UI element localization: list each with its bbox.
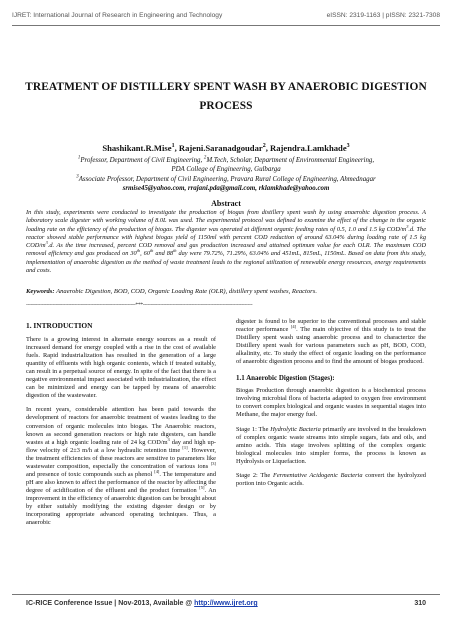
intro-text: . However, the treatment efficiencies of these reactors are sensitive to parameters like wastewater composition, especially the concentration of various ions <box>26 446 216 470</box>
abstract-body <box>26 209 426 275</box>
abstract-text: day were 79.72%, 71.29%, 63.04% and 451mL, 815mL, 1150mL. Based on data from this study, implementation of anaerobic digestion as the method of waste treatment leads to the regional utilization of renewable energy resources, energy requirements and costs. <box>26 250 427 275</box>
abstract-text: .d. As the time increased, percent COD removal and gas production increased and attained optimum value for each OLR. The maximum COD removal efficiency and gas produced on 30 <box>26 242 426 258</box>
author-line <box>10 143 442 153</box>
author-1-sup: 1 <box>171 143 175 150</box>
abstract-sup: 3 <box>45 240 48 246</box>
intro-text: day and high up-flow velocity of 2±3 m/h at a low hydraulic retention time <box>26 438 216 454</box>
affil-text: Associate Professor, Department of Civil Engineering, Pravara Rural College of Engineering, Ahmednagar <box>78 175 376 183</box>
subsection-heading: 1.1 Anaerobic Digestion (Stages): <box>236 374 335 383</box>
keywords-text: Anaerobic Digestion, BOD, COD, Organic Loading Rate (OLR), distillery spent washes, Reactors. <box>54 288 317 295</box>
paper-title: TREATMENT OF DISTILLERY SPENT WASH BY ANAEROBIC DIGESTION PROCESS <box>25 81 427 112</box>
header-rule <box>12 25 440 26</box>
affiliation-line-2: PDA College of Engineering, Gulbarga <box>171 166 281 174</box>
citation: [5] <box>199 484 205 490</box>
stage-text: convert the hydrolyzed portion into Organic acids. <box>236 471 426 487</box>
abstract-sup: 3 <box>406 223 409 229</box>
issn: eISSN: 2319-1163 | pISSN: 2321-7308 <box>326 12 440 19</box>
stage-label: Stage 1: The <box>236 425 271 433</box>
intro-text: . The main objective of this study is to treat the Distillery spent wash using anaerobic process and to characterize the Distillery spent wash for various parameters such as pH, BOD, COD, alkalinity, etc. To study the effect of organic loading on the performance of anaerobic digestion process and to find the amount of biogas produced. <box>236 326 426 366</box>
intro-paragraph-2 <box>26 406 216 527</box>
intro-heading: 1. INTRODUCTION <box>26 321 93 330</box>
citation: [4] <box>290 323 297 329</box>
abstract-text: In this study, experiments were conducted to investigate the production of biogas from distillery spent wash by using anaerobic digestion process. A laboratory scale digester with working volume of 8.0L was used. The experimental protocol was defined to examine the effect of the change in the organic loading rate on the efficiency of the production of biogas. The digester was operated at different organic feeding rates of 0.5, 1.0 and 1.5 kg COD/m <box>26 209 426 233</box>
author-emails: srmise45@yahoo.com, rrajani.pda@gmail.com, rklamkhade@yahoo.com <box>122 184 330 192</box>
citation: [3] <box>210 460 216 466</box>
affil-text: M.Tech, Scholar, Department of Environmental Engineering, <box>206 157 375 164</box>
affil-sup: 1 <box>77 155 81 161</box>
stage-text: primarily are involved in the breakdown of complex organic waste streams into simple sugars, fats and oils, and amino acids. This stage involves splitting of the complex organic biological molecules into simpler forms, the process is known as Hydrolysis or Liquefaction. <box>236 425 426 465</box>
abstract-text: , 60 <box>140 250 150 258</box>
stage-bacteria: Hydrolytic Bacteria <box>270 425 321 433</box>
page-number: 310 <box>414 600 426 607</box>
stages-paragraph: Biogas Production through anaerobic digestion is a biochemical process involving microbial flora of bacteria adapted to oxygen free environment to convert complex biological and organic wastes in sequential stages into Methane, the major energy fuel. <box>236 387 426 419</box>
stage-label: Stage 2: The <box>236 471 273 479</box>
abstract-text: .d. The reactor showed stable performance with highest biogas yield of 1150ml with percent COD reduction of around 63.04% during loading rate of 1.5 kg COD/m <box>26 225 426 250</box>
intro-text: . The temperature and pH are also known to affect the performance of the reactor by affecting the degree of acidification of the effluent and the product formation <box>26 470 216 494</box>
author-1: Shashikant.R.Mise <box>102 143 172 153</box>
abstract-sup: th <box>173 248 177 254</box>
author-2: Rajeni.Saranadgoudar <box>178 143 263 153</box>
author-sep: , <box>265 143 271 153</box>
running-header <box>12 12 440 19</box>
intro-text: digester is found to be superior to the conventional processes and stable reactor performance <box>236 318 426 334</box>
right-column <box>236 318 426 494</box>
footer-text <box>26 600 258 607</box>
stage-bacteria: Fermentative Acidogenic Bacteria <box>272 471 363 479</box>
abstract-text: and 88 <box>153 250 174 258</box>
intro-text: . An improvement in the efficiency of anaerobic digestion can be brought about by either suitably modifying the existing digester design or by incorporating appropriate advanced operating techniques. Thus, a anaerobic <box>26 486 217 527</box>
author-2-sup: 2 <box>262 143 266 150</box>
affil-sup: 3 <box>76 174 79 180</box>
citation: [1] <box>182 444 188 450</box>
affil-sup: 2 <box>203 155 207 161</box>
intro-sup: 3 <box>167 436 170 442</box>
affiliation-line-3 <box>18 175 434 184</box>
affiliation-line-1 <box>18 156 434 165</box>
abstract-sup: th <box>136 248 141 254</box>
author-sep: , <box>174 143 179 153</box>
journal-link[interactable]: http://www.ijret.org <box>194 600 258 607</box>
page-footer <box>26 600 426 607</box>
left-column <box>26 322 216 533</box>
affiliations <box>18 156 434 193</box>
affil-text: Professor, Department of Civil Engineering, <box>80 157 204 164</box>
stage-1-paragraph <box>236 426 426 466</box>
keywords-label: Keywords: <box>26 288 55 295</box>
author-3: Rajendra.Lamkhade <box>270 143 347 153</box>
intro-continued <box>236 318 426 366</box>
abstract-heading: Abstract <box>211 199 241 208</box>
intro-paragraph-1: There is a growing interest in alternate energy sources as a result of increased demand for energy coupled with a rise in the cost of available fuels. Rapid industrialization has resulted in the generation of a large quantity of effluents with high organic contents, which if treated suitably, can result in a perpetual source of energy. In spite of the fact that there is a negative environmental impact associated with industrialization, the effect can be minimized and energy can be tapped by means of anaerobic digestion of the wastewater. <box>26 336 216 400</box>
footer-issue: IC-RICE Conference Issue | Nov-2013, Available @ <box>26 600 195 607</box>
abstract-sup: th <box>149 248 154 254</box>
journal-name: IJRET: International Journal of Research in Engineering and Technology <box>12 12 223 19</box>
author-3-sup: 3 <box>346 143 350 150</box>
intro-text: In recent years, considerable attention has been paid towards the development of reactors for anaerobic treatment of wastes leading to the conversion of organic molecules into biogas. The Anaerobic reactors, known as second generation reactors or high rate digesters, can handle wastes at a high organic loading rate of 24 kg COD/m <box>26 406 216 446</box>
footer-rule <box>12 594 440 595</box>
intro-text: and presence of toxic compounds such as phenol <box>26 470 155 478</box>
section-divider: ----------------------------------------------------------------------***---------------------------------------------------------------------- <box>26 302 253 308</box>
keywords <box>26 288 426 295</box>
citation: [4] <box>154 468 160 474</box>
stage-2-paragraph <box>236 472 426 488</box>
